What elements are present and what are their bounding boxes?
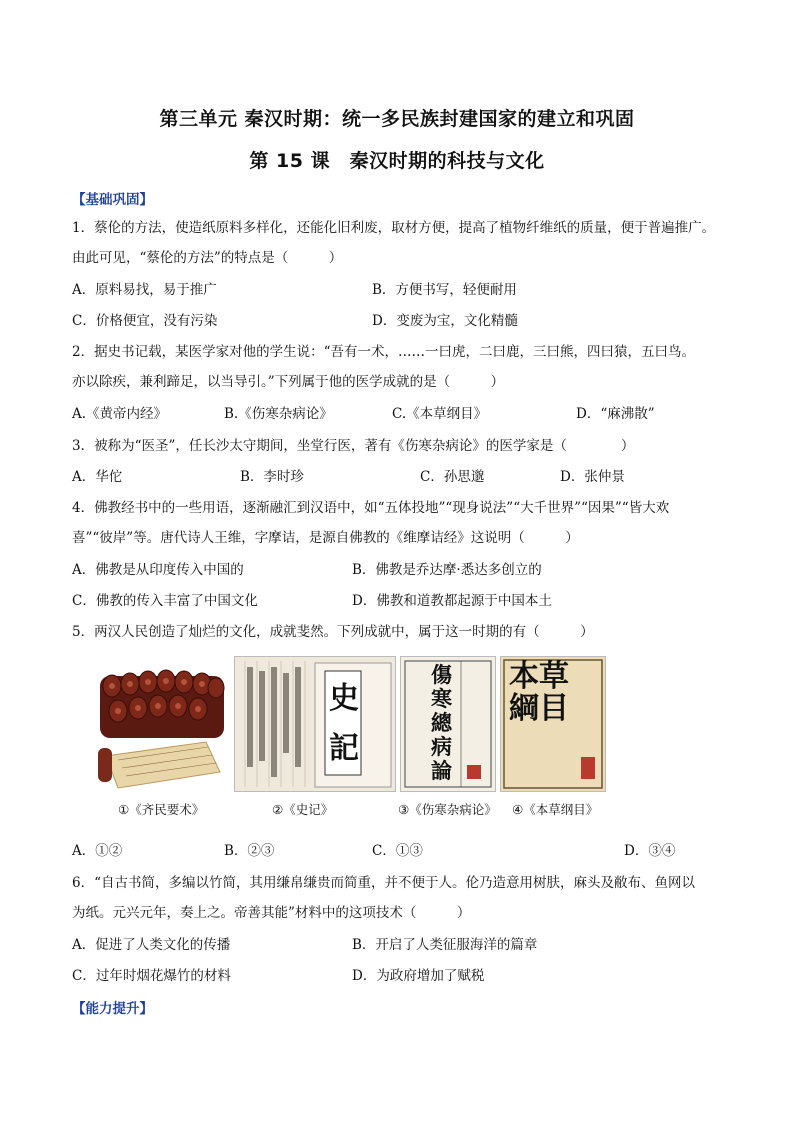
q6-option-d[interactable]: D．为政府增加了赋税 [352, 968, 485, 984]
q4-option-b[interactable]: B．佛教是乔达摩·悉达多创立的 [352, 562, 542, 578]
q4-stem-line1: 4．佛教经书中的一些用语，逐渐融汇到汉语中，如“五体投地”“现身说法”“大千世界”“因果”“皆大欢 [72, 500, 670, 516]
section-advanced: 【能力提升】 [72, 1001, 153, 1017]
bamboo-slips-image [96, 656, 228, 790]
q5-book-figure [96, 656, 606, 820]
bencao-char-2: 草 [539, 659, 569, 694]
q6-stem-line2: 为纸。元兴元年，奏上之。帝善其能”材料中的这项技术（ ） [72, 905, 471, 921]
q6-option-b[interactable]: B．开启了人类征服海洋的篇章 [352, 937, 538, 953]
shanghan-char-4: 病 [431, 734, 452, 759]
lesson-title: 第 15 课 秦汉时期的科技与文化 [249, 150, 545, 172]
bamboo-slips-illustration [96, 656, 228, 790]
q2-option-a[interactable]: A.《黄帝内经》 [72, 406, 168, 422]
q3-option-c[interactable]: C．孙思邈 [420, 469, 485, 485]
q2-stem-line1: 2．据史书记载，某医学家对他的学生说：“吾有一术，……一曰虎，二曰鹿，三曰熊，四曰猿，五曰鸟。 [72, 344, 695, 360]
q4-stem-line2: 喜”“彼岸”等。唐代诗人王维，字摩诘，是源自佛教的《维摩诘经》这说明（ ） [72, 530, 579, 546]
q1-stem-line2: 由此可见，“蔡伦的方法”的特点是（ ） [72, 250, 343, 266]
q5-option-c[interactable]: C．①③ [372, 843, 423, 859]
shanghan-char-3: 總 [431, 710, 452, 735]
q3-stem-line1: 3．被称为“医圣”，任长沙太守期间，坐堂行医，著有《伤寒杂病论》的医学家是（ ） [72, 438, 635, 454]
shanghan-char-1: 傷 [431, 662, 452, 687]
q6-stem-line1: 6．“自古书简，多编以竹简，其用缣帛缣贵而简重，并不便于人。伦乃造意用树肤，麻头及敝布、鱼网以 [72, 875, 695, 891]
q3-option-d[interactable]: D．张仲景 [560, 469, 625, 485]
q2-option-b[interactable]: B.《伤寒杂病论》 [224, 406, 333, 422]
shiji-book-image [234, 656, 396, 792]
q2-option-d[interactable]: D．“麻沸散” [576, 406, 655, 422]
shiji-char-2: 記 [329, 731, 359, 766]
q5-stem-line1: 5．两汉人民创造了灿烂的文化，成就斐然。下列成就中，属于这一时期的有（ ） [72, 624, 594, 640]
q5-caption-2: ②《史记》 [272, 802, 334, 817]
q5-caption-1: ①《齐民要术》 [118, 802, 205, 817]
q5-caption-4: ④《本草纲目》 [512, 802, 599, 817]
shanghan-char-2: 寒 [431, 686, 452, 711]
bencao-char-3: 綱 [509, 691, 539, 726]
q1-stem-line1: 1．蔡伦的方法，使造纸原料多样化，还能化旧利废，取材方便，提高了植物纤维纸的质量，便于普遍推广。 [72, 220, 716, 236]
q4-option-d[interactable]: D．佛教和道教都起源于中国本土 [352, 593, 552, 609]
shiji-page-lines [235, 657, 395, 791]
q3-option-b[interactable]: B．李时珍 [240, 469, 304, 485]
unit-title: 第三单元 秦汉时期：统一多民族封建国家的建立和巩固 [159, 108, 635, 130]
shiji-char-1: 史 [329, 681, 359, 716]
q4-option-c[interactable]: C．佛教的传入丰富了中国文化 [72, 593, 258, 609]
q3-option-a[interactable]: A．华佗 [72, 469, 123, 485]
q1-option-a[interactable]: A．原料易找，易于推广 [72, 282, 217, 298]
bencao-char-4: 目 [539, 691, 569, 726]
shanghan-title [431, 663, 455, 783]
q1-option-d[interactable]: D．变废为宝，文化精髓 [372, 313, 518, 329]
bencao-book-image [500, 656, 606, 792]
bencao-char-1: 本 [509, 659, 539, 694]
q5-caption-3: ③《伤寒杂病论》 [398, 802, 497, 817]
q5-option-b[interactable]: B．②③ [224, 843, 275, 859]
shanghan-book-image [400, 656, 496, 792]
shanghan-char-5: 論 [431, 758, 452, 783]
q5-option-d[interactable]: D．③④ [624, 843, 676, 859]
section-basic: 【基础巩固】 [72, 192, 153, 208]
q4-option-a[interactable]: A．佛教是从印度传入中国的 [72, 562, 244, 578]
q6-option-a[interactable]: A．促进了人类文化的传播 [72, 937, 231, 953]
q2-option-c[interactable]: C.《本草纲目》 [392, 406, 488, 422]
q6-option-c[interactable]: C．过年时烟花爆竹的材料 [72, 968, 231, 984]
q2-stem-line2: 亦以除疾，兼利蹄足，以当导引。”下列属于他的医学成就的是（ ） [72, 374, 505, 390]
bencao-title [509, 661, 569, 725]
q1-option-b[interactable]: B．方便书写，轻便耐用 [372, 282, 517, 298]
q5-option-a[interactable]: A．①② [72, 843, 123, 859]
q1-option-c[interactable]: C．价格便宜，没有污染 [72, 313, 218, 329]
